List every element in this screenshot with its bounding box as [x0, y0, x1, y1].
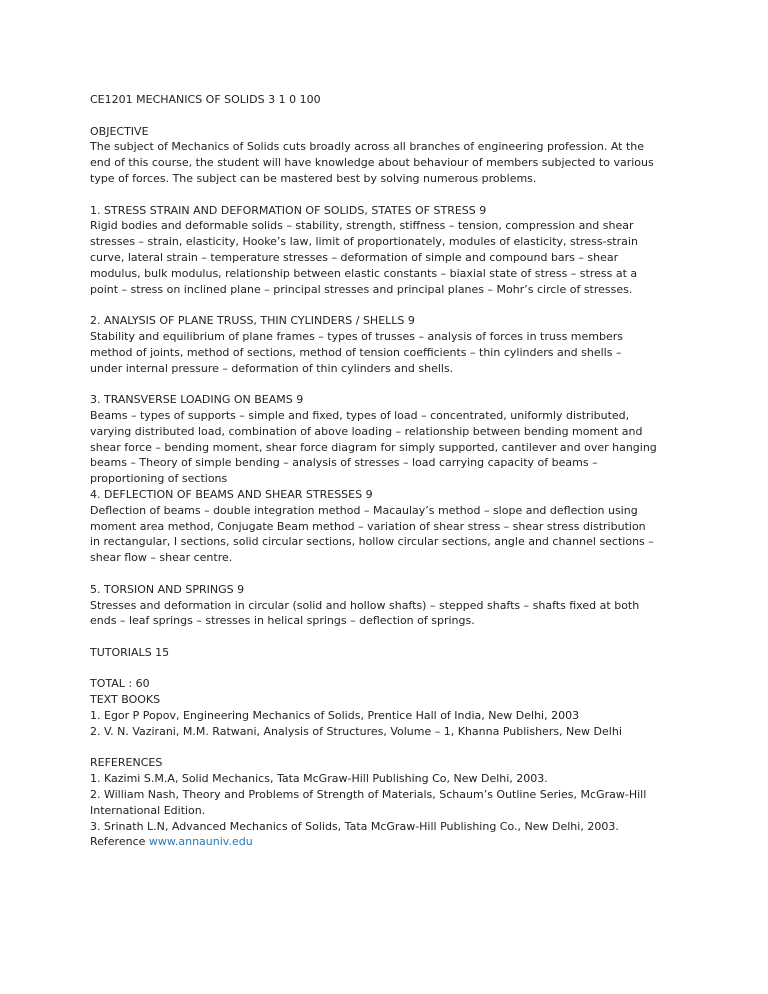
reference-link[interactable]: www.annauniv.edu — [148, 835, 253, 849]
textbooks-heading: TEXT BOOKS — [90, 693, 161, 707]
textbook-item: 2. V. N. Vazirani, M.M. Ratwani, Analysis of Structures, Volume – 1, Khanna Publishers, New Delhi — [90, 724, 622, 738]
reference-label: Reference — [90, 835, 149, 849]
unit-1-heading: 1. STRESS STRAIN AND DEFORMATION OF SOLIDS, STATES OF STRESS 9 — [90, 203, 487, 217]
unit-3-heading: 3. TRANSVERSE LOADING ON BEAMS 9 — [90, 393, 304, 407]
objective-body: The subject of Mechanics of Solids cuts broadly across all branches of engineering profession. At the end of this course, the student will have knowledge about behaviour of members subjected to various type of forces. The subject can be mastered best by solving numerous problems. — [90, 140, 654, 185]
textbook-item: 1. Egor P Popov, Engineering Mechanics of Solids, Prentice Hall of India, New Delhi, 2003 — [90, 709, 580, 723]
unit-2-body: Stability and equilibrium of plane frames – types of trusses – analysis of forces in truss members method of joints, method of sections, method of tension coefficients – thin cylinders and shells – under internal pressure – deformation of thin cylinders and shells. — [90, 329, 624, 375]
unit-1-body: Rigid bodies and deformable solids – stability, strength, stiffness – tension, compression and shear stresses – strain, elasticity, Hooke’s law, limit of proportionately, modules of elasticity, stress-strain curve, lateral strain – temperature stresses – deformation of simple and compound bars – shear modulus, bulk modulus, relationship between elastic constants – biaxial state of stress – stress at a point – stress on inclined plane – principal stresses and principal planes – Mohr’s circle of stresses. — [90, 219, 638, 296]
reference-item: 1. Kazimi S.M.A, Solid Mechanics, Tata McGraw-Hill Publishing Co, New Delhi, 2003. — [90, 772, 548, 786]
tutorials-line: TUTORIALS 15 — [90, 645, 170, 659]
unit-3-body: Beams – types of supports – simple and fixed, types of load – concentrated, uniformly distributed, varying distributed load, combination of above loading – relationship between bending moment and shear force – bending moment, shear force diagram for simply supported, cantilever and over hanging beams – Theory of simple bending – analysis of stresses – load carrying capacity of beams – proportioning of sections — [90, 408, 657, 486]
reference-line — [90, 834, 690, 850]
course-title: CE1201 MECHANICS OF SOLIDS 3 1 0 100 — [90, 93, 321, 106]
unit-5-body: Stresses and deformation in circular (solid and hollow shafts) – stepped shafts – shafts fixed at both ends – leaf springs – stresses in helical springs – deflection of springs. — [90, 598, 640, 628]
total-line: TOTAL : 60 — [90, 677, 150, 691]
unit-4-heading: 4. DEFLECTION OF BEAMS AND SHEAR STRESSES 9 — [90, 487, 373, 501]
unit-2-heading: 2. ANALYSIS OF PLANE TRUSS, THIN CYLINDERS / SHELLS 9 — [90, 314, 415, 328]
objective-heading: OBJECTIVE — [90, 124, 149, 138]
reference-item: 3. Srinath L.N, Advanced Mechanics of Solids, Tata McGraw-Hill Publishing Co., New Delhi, 2003. — [90, 819, 619, 833]
reference-item: 2. William Nash, Theory and Problems of Strength of Materials, Schaum’s Outline Series, McGraw-Hill International Edition. — [90, 788, 647, 817]
unit-4-body: Deflection of beams – double integration method – Macaulay’s method – slope and deflection using moment area method, Conjugate Beam method – variation of shear stress – shear stress distribution in rectangular, I sections, solid circular sections, hollow circular sections, angle and channel sections – shear flow – shear centre. — [90, 503, 654, 565]
unit-5-heading: 5. TORSION AND SPRINGS 9 — [90, 582, 245, 596]
document-page — [90, 92, 690, 850]
references-heading: REFERENCES — [90, 756, 163, 770]
